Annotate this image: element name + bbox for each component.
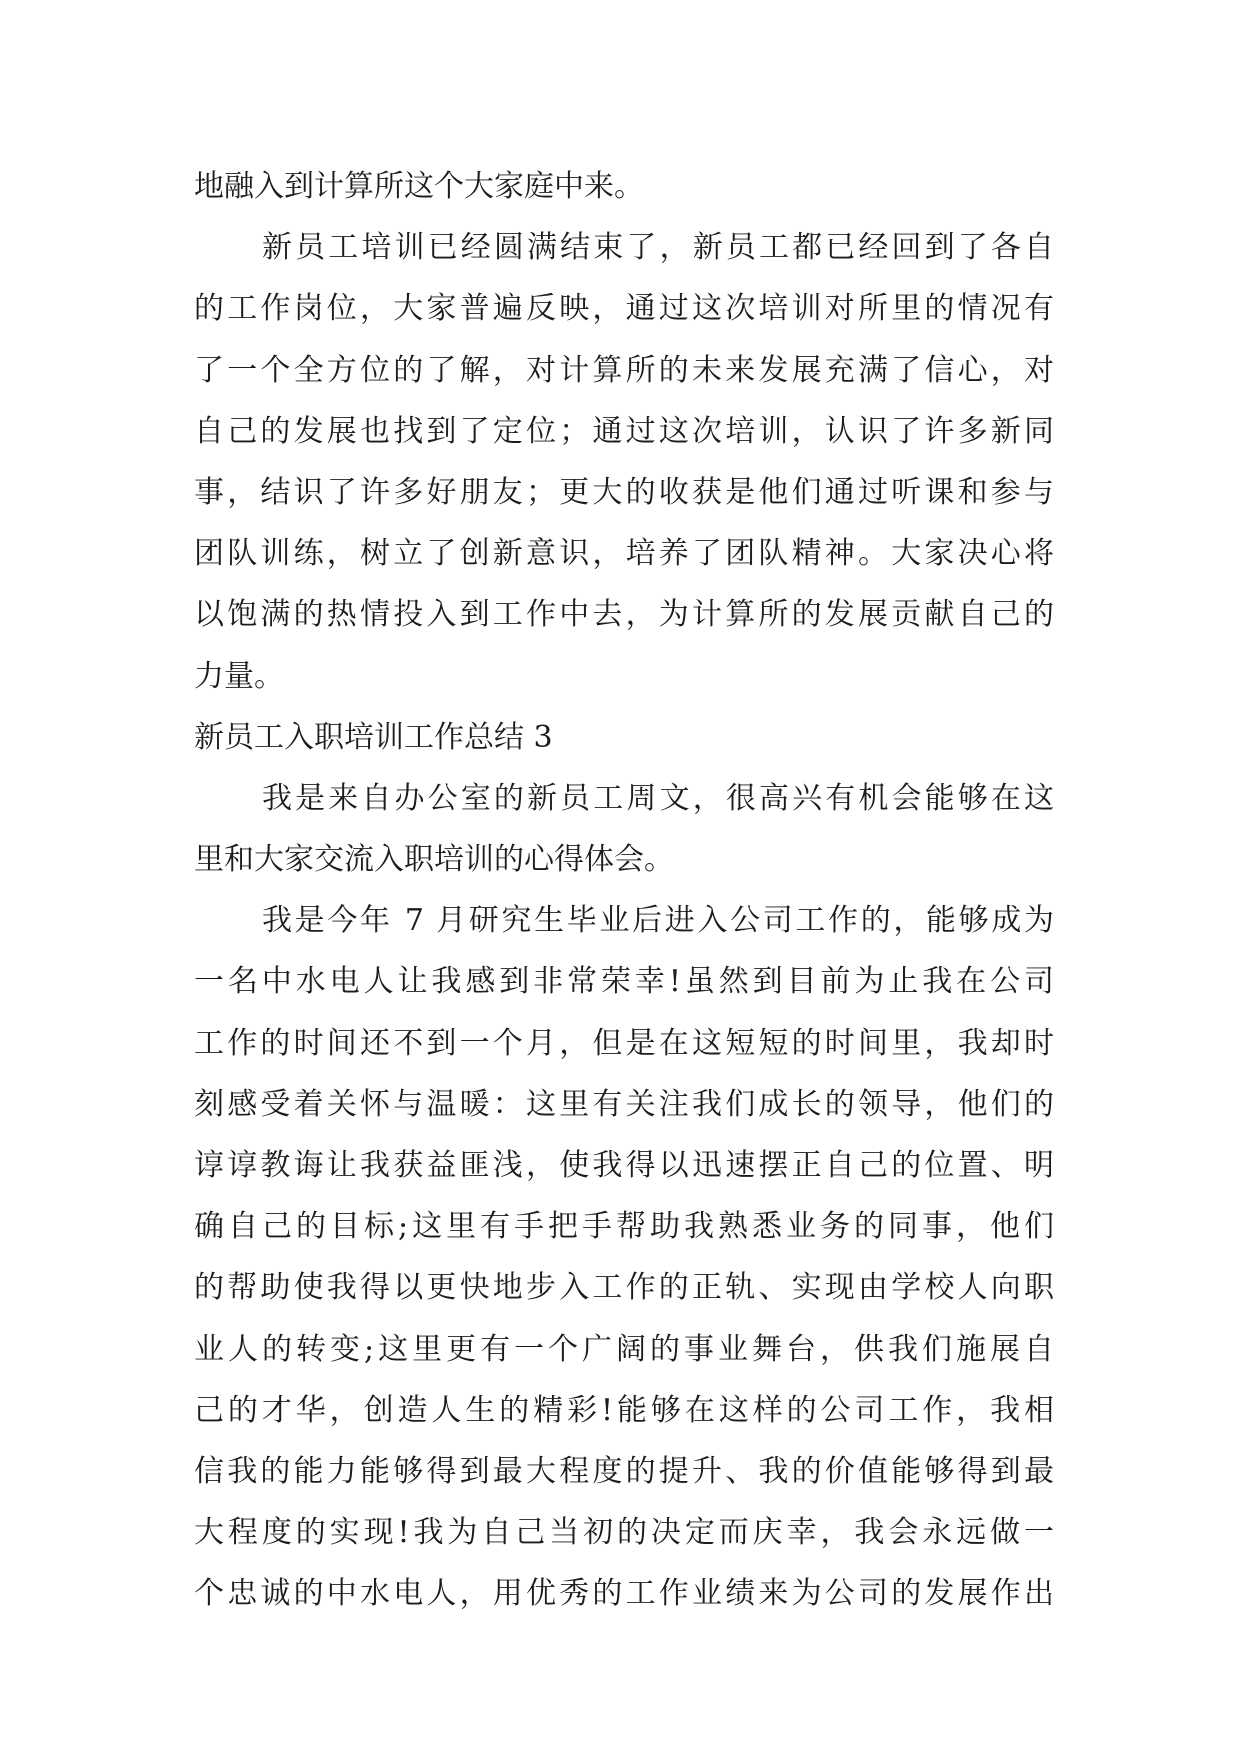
- document-body: [194, 156, 1054, 1625]
- text-line: 的工作岗位，大家普遍反映，通过这次培训对所里的情况有: [194, 291, 1054, 327]
- text-line: 新员工培训已经圆满结束了，新员工都已经回到了各自: [262, 230, 1054, 266]
- text-line: 我是来自办公室的新员工周文，很高兴有机会能够在这: [262, 780, 1054, 816]
- text-line: 刻感受着关怀与温暖：这里有关注我们成长的领导，他们的: [194, 1086, 1054, 1122]
- section-heading: [194, 707, 1054, 768]
- text-line: 里和大家交流入职培训的心得体会。: [194, 842, 674, 878]
- text-line: 以饱满的热情投入到工作中去，为计算所的发展贡献自己的: [194, 597, 1054, 633]
- text-line: 谆谆教诲让我获益匪浅，使我得以迅速摆正自己的位置、明: [194, 1148, 1054, 1183]
- paragraph-intro: [194, 768, 1054, 890]
- text-line: 个忠诚的中水电人，用优秀的工作业绩来为公司的发展作出: [194, 1576, 1054, 1612]
- text-line: 业人的转变;这里更有一个广阔的事业舞台，供我们施展自: [194, 1331, 1054, 1367]
- text-line: 的帮助使我得以更快地步入工作的正轨、实现由学校人向职: [194, 1270, 1054, 1306]
- text-line: 事，结识了许多好朋友；更大的收获是他们通过听课和参与: [194, 474, 1054, 510]
- text-line: 力量。: [194, 658, 284, 694]
- paragraph-continued: [194, 156, 1054, 217]
- text-line: 己的才华，创造人生的精彩!能够在这样的公司工作，我相: [194, 1392, 1054, 1428]
- text-line: 团队训练，树立了创新意识，培养了团队精神。大家决心将: [194, 536, 1054, 572]
- text-line: 信我的能力能够得到最大程度的提升、我的价值能够得到最: [194, 1453, 1054, 1489]
- text-line: 我是今年 7 月研究生毕业后进入公司工作的，能够成为: [262, 903, 1054, 939]
- text-line: 确自己的目标;这里有手把手帮助我熟悉业务的同事，他们: [194, 1209, 1054, 1245]
- text-line: 一名中水电人让我感到非常荣幸!虽然到目前为止我在公司: [194, 964, 1054, 1000]
- text-line: 地融入到计算所这个大家庭中来。: [194, 169, 644, 204]
- text-line: 了一个全方位的了解，对计算所的未来发展充满了信心，对: [194, 352, 1054, 388]
- text-line: 大程度的实现!我为自己当初的决定而庆幸，我会永远做一: [194, 1515, 1054, 1551]
- paragraph-body: [194, 890, 1054, 1624]
- text-line: 自己的发展也找到了定位；通过这次培训，认识了许多新同: [194, 413, 1054, 449]
- paragraph-training-summary: [194, 217, 1054, 707]
- heading-text: 新员工入职培训工作总结 3: [194, 719, 553, 755]
- text-line: 工作的时间还不到一个月，但是在这短短的时间里，我却时: [194, 1025, 1054, 1061]
